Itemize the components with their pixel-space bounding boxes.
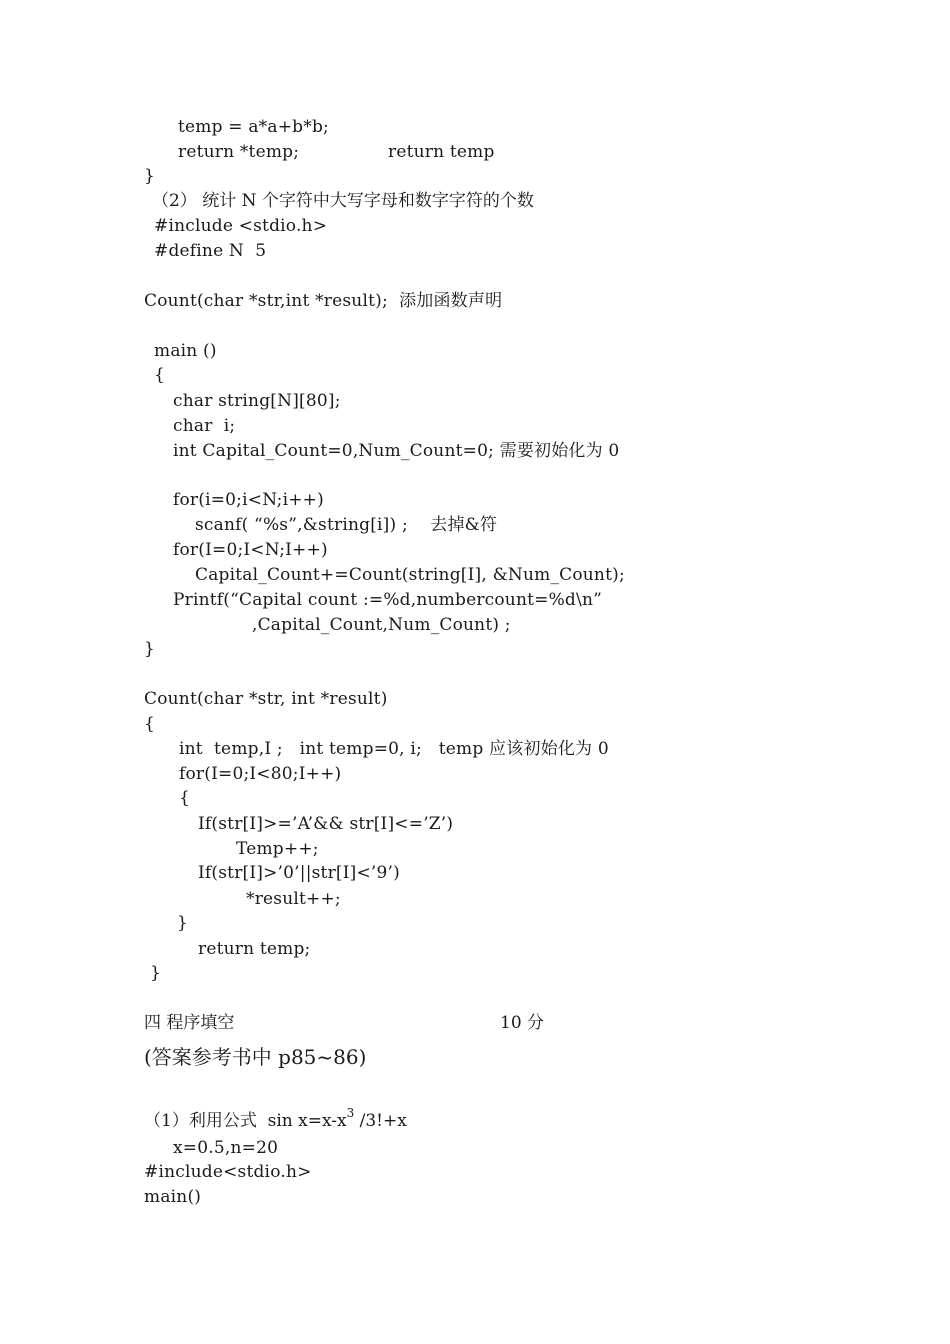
code-return-temp: return temp; [198,939,311,959]
code-define: #define N 5 [154,241,267,261]
code-int-temp: int temp,I ; int temp=0, i; temp 应该初始化为 0 [179,739,609,759]
code-main-close: } [144,639,156,659]
code-if-digit: If(str[I]>’0’||str[I]<’9’) [198,863,400,883]
code-for-loop-1: for(i=0;i<N;i++) [173,490,324,510]
section-4-title: 四 程序填空 [144,1013,235,1033]
code-printf-line-2: ,Capital_Count,Num_Count) ; [252,615,511,635]
code-include-2: #include<stdio.h> [144,1162,312,1182]
code-printf-line-1: Printf(“Capital count :=%d,numbercount=%d\n” [173,590,602,610]
code-if-uppercase: If(str[I]>=’A’&& str[I]<=’Z’) [198,814,454,834]
formula-suffix: /3!+x [354,1111,407,1131]
question-2-heading: （2） 统计 N 个字符中大写字母和数字字符的个数 [152,191,534,211]
formula-exponent: 3 [346,1106,355,1120]
code-line-temp: temp = a*a+b*b; [178,117,329,137]
question-1-formula [144,1102,407,1132]
code-for3-open: { [179,788,191,808]
code-count-open: { [144,714,156,734]
code-for3-close: } [177,913,189,933]
code-temp-increment: Temp++; [236,839,319,859]
code-include: #include <stdio.h> [154,216,328,236]
formula-prefix: （1）利用公式 sin x=x-x [144,1111,347,1131]
code-for-loop-2: for(I=0;I<N;I++) [173,540,328,560]
code-int-counts: int Capital_Count=0,Num_Count=0; 需要初始化为 0 [173,441,620,461]
code-scanf: scanf( “%s”,&string[i]) ; 去掉&符 [195,515,498,535]
answer-reference: (答案参考书中 p85~86) [144,1045,367,1069]
code-count-signature: Count(char *str, int *result) [144,689,388,709]
code-capital-count: Capital_Count+=Count(string[I], &Num_Count); [195,565,625,585]
code-result-increment: *result++; [246,889,341,909]
code-char-string: char string[N][80]; [173,391,341,411]
code-main-open: { [154,365,166,385]
code-close-brace: } [144,166,156,186]
correction-return: return temp [388,142,495,162]
code-count-declaration: Count(char *str,int *result); 添加函数声明 [144,291,503,311]
code-main-signature: main () [154,341,217,361]
code-for-loop-3: for(I=0;I<80;I++) [179,764,342,784]
section-4-score: 10 分 [500,1013,545,1033]
code-count-close: } [150,963,162,983]
code-main-2: main() [144,1187,202,1207]
code-params: x=0.5,n=20 [173,1138,279,1158]
code-char-i: char i; [173,416,236,436]
code-line-return: return *temp; [178,142,300,162]
